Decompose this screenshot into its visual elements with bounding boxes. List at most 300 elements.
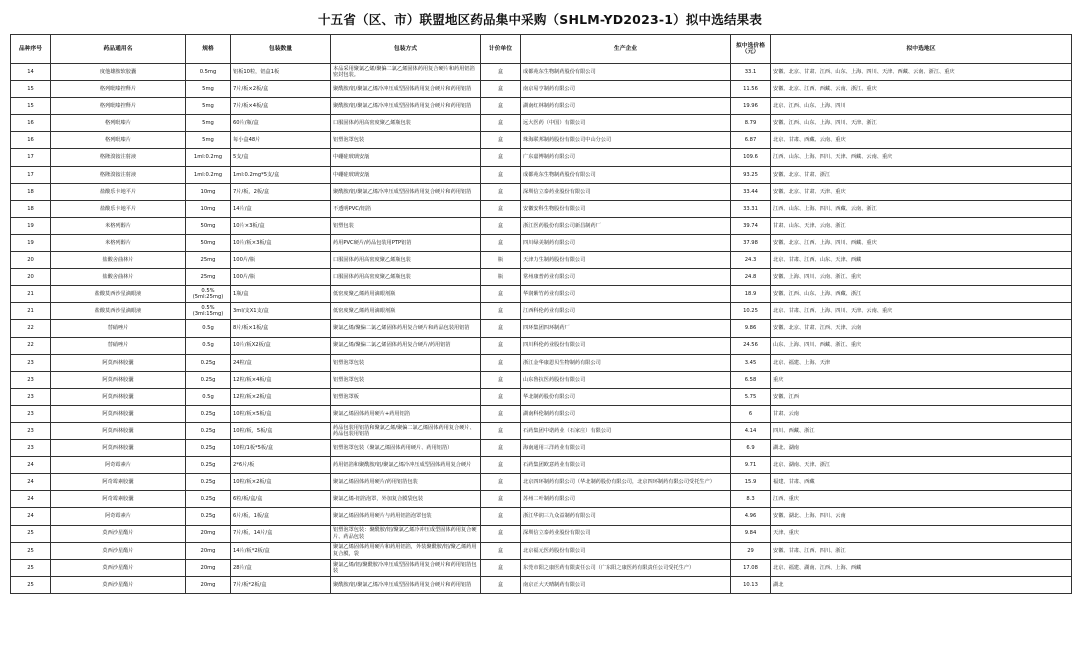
pack-method-cell: 低密度聚乙烯药用滴眼剂瓶: [331, 286, 481, 303]
price-cell: 4.14: [731, 422, 771, 439]
serial-cell: 25: [11, 559, 51, 576]
unit-cell: 盒: [481, 303, 521, 320]
unit-cell: 盒: [481, 457, 521, 474]
price-cell: 39.74: [731, 217, 771, 234]
serial-cell: 23: [11, 371, 51, 388]
spec-cell: 10mg: [186, 183, 231, 200]
pack-qty-cell: 14片/盒: [231, 200, 331, 217]
pack-qty-cell: 5支/盒: [231, 149, 331, 166]
serial-cell: 15: [11, 81, 51, 98]
pack-qty-cell: 2*6片/板: [231, 457, 331, 474]
pack-method-cell: 聚酰胺/铝/聚氯乙烯冷冲压成型固体药用复合硬片和药用铝箔: [331, 183, 481, 200]
manufacturer-cell: 天津力生制药股份有限公司: [521, 252, 731, 269]
unit-cell: 盒: [481, 183, 521, 200]
price-cell: 18.9: [731, 286, 771, 303]
pack-method-cell: 药用PVC硬片/药品包装用PTP铝箔: [331, 234, 481, 251]
regions-cell: 甘肃、山东、天津、云南、浙江: [771, 217, 1072, 234]
unit-cell: 盒: [481, 576, 521, 593]
unit-cell: 盒: [481, 98, 521, 115]
pack-method-cell: 聚氯乙烯固体药用硬片+药用铝箔: [331, 405, 481, 422]
pack-qty-cell: 1ml:0.2mg*5支/盒: [231, 166, 331, 183]
table-row: [11, 525, 1072, 542]
header-regions: 拟中选地区: [771, 35, 1072, 64]
pack-method-cell: 聚氯乙烯固体药用硬片/药用铝箔包装: [331, 474, 481, 491]
drug-name-cell: 度他雄胺软胶囊: [51, 64, 186, 81]
drug-name-cell: 格隆溴铵注射液: [51, 149, 186, 166]
manufacturer-cell: 南京易亨制药有限公司: [521, 81, 731, 98]
pack-qty-cell: 7片/板×4板/盒: [231, 98, 331, 115]
unit-cell: 盒: [481, 234, 521, 251]
serial-cell: 23: [11, 440, 51, 457]
price-cell: 33.44: [731, 183, 771, 200]
price-cell: 6.87: [731, 132, 771, 149]
header-drug-name: 药品通用名: [51, 35, 186, 64]
serial-cell: 17: [11, 149, 51, 166]
spec-cell: 0.25g: [186, 440, 231, 457]
drug-name-cell: 阿莫西林胶囊: [51, 388, 186, 405]
drug-name-cell: 阿莫西林胶囊: [51, 440, 186, 457]
manufacturer-cell: 珠海联邦制药股份有限公司中山分公司: [521, 132, 731, 149]
unit-cell: 盒: [481, 388, 521, 405]
serial-cell: 25: [11, 542, 51, 559]
serial-cell: 14: [11, 64, 51, 81]
drug-name-cell: 阿奇霉素胶囊: [51, 474, 186, 491]
regions-cell: 福建、甘肃、西藏: [771, 474, 1072, 491]
pack-method-cell: 药品包装用铝箔和聚氯乙烯/聚偏二氯乙烯固体药用复合硬片、药品包装用铝箔: [331, 422, 481, 439]
serial-cell: 22: [11, 337, 51, 354]
pack-method-cell: 中硼硅玻璃安瓿: [331, 166, 481, 183]
drug-name-cell: 替硝唑片: [51, 337, 186, 354]
manufacturer-cell: 安徽安科生物股份有限公司: [521, 200, 731, 217]
manufacturer-cell: 石药集团欧意药业有限公司: [521, 457, 731, 474]
pack-qty-cell: 100片/瓶: [231, 252, 331, 269]
pack-method-cell: 聚氯乙烯/铝/聚酰胺冷冲压成型固体药用复合硬片和药用铝箔包装: [331, 559, 481, 576]
pack-method-cell: 铝塑泡罩板: [331, 388, 481, 405]
price-cell: 8.79: [731, 115, 771, 132]
pack-qty-cell: 铝板10粒，铝盒1板: [231, 64, 331, 81]
drug-name-cell: 格列吡嗪片: [51, 115, 186, 132]
spec-cell: 25mg: [186, 269, 231, 286]
spec-cell: 0.5mg: [186, 64, 231, 81]
manufacturer-cell: 四川绿美制药有限公司: [521, 234, 731, 251]
drug-name-cell: 盐酸舍曲林片: [51, 252, 186, 269]
unit-cell: 盒: [481, 115, 521, 132]
unit-cell: 盒: [481, 405, 521, 422]
unit-cell: 盒: [481, 371, 521, 388]
results-table: [10, 34, 1072, 594]
regions-cell: 江西、山东、上海、四川、天津、西藏、云南、重庆: [771, 149, 1072, 166]
regions-cell: 重庆: [771, 371, 1072, 388]
regions-cell: 安徽、江西、山东、上海、四川、天津、浙江: [771, 115, 1072, 132]
regions-cell: 安徽、北京、甘肃、天津、重庆: [771, 183, 1072, 200]
pack-method-cell: 口服固体药用高密度聚乙烯瓶包装: [331, 115, 481, 132]
regions-cell: 北京、福建、上海、天津: [771, 354, 1072, 371]
drug-name-cell: 阿莫西林胶囊: [51, 371, 186, 388]
pack-method-cell: 铝塑泡罩包装: [331, 354, 481, 371]
unit-cell: 盒: [481, 286, 521, 303]
regions-cell: 江西、山东、上海、四川、西藏、云南、浙江: [771, 200, 1072, 217]
serial-cell: 22: [11, 320, 51, 337]
unit-cell: 瓶: [481, 252, 521, 269]
manufacturer-cell: 远大医药（中国）有限公司: [521, 115, 731, 132]
spec-cell: 0.5g: [186, 320, 231, 337]
manufacturer-cell: 东莞市阳之康医药有限责任公司（广东阳之康医药有限责任公司受托生产）: [521, 559, 731, 576]
price-cell: 109.6: [731, 149, 771, 166]
price-cell: 9.84: [731, 525, 771, 542]
serial-cell: 20: [11, 252, 51, 269]
table-row: [11, 166, 1072, 183]
serial-cell: 24: [11, 474, 51, 491]
pack-qty-cell: 1瓶/盒: [231, 286, 331, 303]
manufacturer-cell: 北京四环制药有限公司（华北制药股份有限公司，北京四环制药有限公司受托生产）: [521, 474, 731, 491]
drug-name-cell: 阿奇霉素片: [51, 508, 186, 525]
spec-cell: 20mg: [186, 576, 231, 593]
spec-cell: 0.25g: [186, 491, 231, 508]
spec-cell: 50mg: [186, 234, 231, 251]
regions-cell: 北京、湖南、天津、浙江: [771, 457, 1072, 474]
manufacturer-cell: 石药集团中诺药业（石家庄）有限公司: [521, 422, 731, 439]
manufacturer-cell: 华北制药股份有限公司: [521, 388, 731, 405]
serial-cell: 21: [11, 303, 51, 320]
manufacturer-cell: 湖南科伦制药有限公司: [521, 405, 731, 422]
unit-cell: 盒: [481, 81, 521, 98]
regions-cell: 北京、甘肃、江西、山东、天津、西藏: [771, 252, 1072, 269]
unit-cell: 盒: [481, 542, 521, 559]
serial-cell: 20: [11, 269, 51, 286]
drug-name-cell: 阿莫西林胶囊: [51, 422, 186, 439]
price-cell: 8.3: [731, 491, 771, 508]
table-row: [11, 422, 1072, 439]
regions-cell: 北京、甘肃、江西、上海、四川、天津、云南、重庆: [771, 303, 1072, 320]
drug-name-cell: 盐酸乐卡地平片: [51, 183, 186, 200]
pack-qty-cell: 60片/瓶/盒: [231, 115, 331, 132]
manufacturer-cell: 深圳信立泰药业股份有限公司: [521, 525, 731, 542]
spec-cell: 0.5g: [186, 337, 231, 354]
table-row: [11, 183, 1072, 200]
table-row: [11, 234, 1072, 251]
price-cell: 9.86: [731, 320, 771, 337]
spec-cell: 0.25g: [186, 422, 231, 439]
regions-cell: 山东、上海、四川、西藏、浙江、重庆: [771, 337, 1072, 354]
table-row: [11, 217, 1072, 234]
table-row: [11, 337, 1072, 354]
drug-name-cell: 格列吡嗪控释片: [51, 98, 186, 115]
manufacturer-cell: 北京福元医药股份有限公司: [521, 542, 731, 559]
table-row: [11, 542, 1072, 559]
price-cell: 24.3: [731, 252, 771, 269]
pack-qty-cell: 3ml/支X1支/盒: [231, 303, 331, 320]
spec-cell: 0.5%(5ml:25mg): [186, 286, 231, 303]
spec-cell: 0.5g: [186, 388, 231, 405]
drug-name-cell: 莫西沙星酯片: [51, 576, 186, 593]
table-row: [11, 64, 1072, 81]
table-row: [11, 81, 1072, 98]
pack-method-cell: 药用铝箔和聚酰胺/铝/聚氯乙烯冷冲压成型固体药用复合硬片: [331, 457, 481, 474]
drug-name-cell: 阿莫西林胶囊: [51, 405, 186, 422]
drug-name-cell: 盐酸乐卡地平片: [51, 200, 186, 217]
pack-method-cell: 铝塑泡罩包装: [331, 371, 481, 388]
regions-cell: 安徽、北京、甘肃、江西、天津、云南: [771, 320, 1072, 337]
serial-cell: 23: [11, 354, 51, 371]
pack-qty-cell: 10粒/板，5板/盒: [231, 422, 331, 439]
pack-method-cell: 铝塑泡罩包装：聚酰胺/铝/聚氯乙烯冷冲压成型固体药用复合硬片、药品包装: [331, 525, 481, 542]
pack-method-cell: 聚氯乙烯-铝箔泡罩，外加复合膜袋包装: [331, 491, 481, 508]
header-manufacturer: 生产企业: [521, 35, 731, 64]
drug-name-cell: 阿奇霉素胶囊: [51, 491, 186, 508]
pack-qty-cell: 10粒/板×2板/盒: [231, 474, 331, 491]
pack-qty-cell: 7片/板*2板/盒: [231, 576, 331, 593]
price-cell: 10.25: [731, 303, 771, 320]
price-cell: 10.13: [731, 576, 771, 593]
spec-cell: 0.25g: [186, 508, 231, 525]
unit-cell: 盒: [481, 508, 521, 525]
price-cell: 93.25: [731, 166, 771, 183]
pack-method-cell: 聚氯乙烯/聚偏二氯乙烯固体药用复合硬片和药品包装用铝箔: [331, 320, 481, 337]
manufacturer-cell: 四川科伦药业股份有限公司: [521, 337, 731, 354]
pack-qty-cell: 每小盒48片: [231, 132, 331, 149]
price-cell: 33.31: [731, 200, 771, 217]
spec-cell: 0.25g: [186, 405, 231, 422]
regions-cell: 安徽、江西: [771, 388, 1072, 405]
spec-cell: 1ml:0.2mg: [186, 149, 231, 166]
pack-qty-cell: 6粒/板/盒/盒: [231, 491, 331, 508]
price-cell: 15.9: [731, 474, 771, 491]
serial-cell: 24: [11, 491, 51, 508]
manufacturer-cell: 深圳信立泰药业股份有限公司: [521, 183, 731, 200]
pack-method-cell: 铝塑泡罩包装（聚氯乙烯固体药用硬片、药用铝箔）: [331, 440, 481, 457]
drug-name-cell: 替硝唑片: [51, 320, 186, 337]
manufacturer-cell: 湖南红林制药有限公司: [521, 98, 731, 115]
table-row: [11, 354, 1072, 371]
drug-name-cell: 格列吡嗪片: [51, 132, 186, 149]
unit-cell: 盒: [481, 440, 521, 457]
regions-cell: 甘肃、云南: [771, 405, 1072, 422]
serial-cell: 15: [11, 98, 51, 115]
serial-cell: 21: [11, 286, 51, 303]
pack-qty-cell: 7片/板，14片/盒: [231, 525, 331, 542]
spec-cell: 50mg: [186, 217, 231, 234]
table-row: [11, 149, 1072, 166]
table-row: [11, 115, 1072, 132]
pack-qty-cell: 10粒/板×5板/盒: [231, 405, 331, 422]
price-cell: 33.1: [731, 64, 771, 81]
unit-cell: 盒: [481, 132, 521, 149]
serial-cell: 16: [11, 115, 51, 132]
serial-cell: 18: [11, 200, 51, 217]
regions-cell: 安徽、北京、甘肃、江西、山东、上海、四川、天津、西藏、云南、浙江、重庆: [771, 64, 1072, 81]
pack-method-cell: 聚酰胺/铝/聚氯乙烯冷冲压成型固体药用复合硬片和药用铝箔: [331, 81, 481, 98]
header-pack-qty: 包装数量: [231, 35, 331, 64]
price-cell: 5.75: [731, 388, 771, 405]
table-row: [11, 508, 1072, 525]
price-cell: 6.58: [731, 371, 771, 388]
spec-cell: 0.25g: [186, 371, 231, 388]
manufacturer-cell: 浙江华润三九众益制药有限公司: [521, 508, 731, 525]
pack-qty-cell: 10片/板×3板/盒: [231, 234, 331, 251]
spec-cell: 5mg: [186, 81, 231, 98]
spec-cell: 1ml:0.2mg: [186, 166, 231, 183]
pack-qty-cell: 12粒/板×4板/盒: [231, 371, 331, 388]
pack-qty-cell: 7片/板×2板/盒: [231, 81, 331, 98]
price-cell: 4.96: [731, 508, 771, 525]
pack-method-cell: 口服固体药用高密度聚乙烯瓶包装: [331, 252, 481, 269]
regions-cell: 安徽、甘肃、江西、四川、浙江: [771, 542, 1072, 559]
pack-qty-cell: 12粒/板×2板/盒: [231, 388, 331, 405]
drug-name-cell: 阿莫西林胶囊: [51, 354, 186, 371]
spec-cell: 20mg: [186, 559, 231, 576]
spec-cell: 0.5%(3ml:15mg): [186, 303, 231, 320]
manufacturer-cell: 常州康普药业有限公司: [521, 269, 731, 286]
serial-cell: 23: [11, 422, 51, 439]
price-cell: 29: [731, 542, 771, 559]
header-serial: 品种序号: [11, 35, 51, 64]
pack-method-cell: 本品采用聚氯乙烯/聚偏二氯乙烯固体药用复合硬片和药用铝箔密封包装。: [331, 64, 481, 81]
regions-cell: 江西、重庆: [771, 491, 1072, 508]
spec-cell: 5mg: [186, 132, 231, 149]
manufacturer-cell: 华润紫竹药业有限公司: [521, 286, 731, 303]
serial-cell: 19: [11, 234, 51, 251]
table-row: [11, 98, 1072, 115]
drug-name-cell: 莫西沙星酯片: [51, 559, 186, 576]
serial-cell: 24: [11, 457, 51, 474]
regions-cell: 四川、西藏、浙江: [771, 422, 1072, 439]
header-pack-method: 包装方式: [331, 35, 481, 64]
drug-name-cell: 格列吡嗪控释片: [51, 81, 186, 98]
table-row: [11, 269, 1072, 286]
table-row: [11, 132, 1072, 149]
serial-cell: 25: [11, 525, 51, 542]
regions-cell: 湖北、湖南: [771, 440, 1072, 457]
table-row: [11, 440, 1072, 457]
spec-cell: 0.25g: [186, 474, 231, 491]
spec-cell: 10mg: [186, 200, 231, 217]
pack-qty-cell: 7片/板，2板/盒: [231, 183, 331, 200]
pack-qty-cell: 28片/盒: [231, 559, 331, 576]
unit-cell: 盒: [481, 217, 521, 234]
pack-method-cell: 铝塑泡罩包装: [331, 132, 481, 149]
drug-name-cell: 莫西沙星酯片: [51, 542, 186, 559]
drug-name-cell: 莫西沙星酯片: [51, 525, 186, 542]
unit-cell: 盒: [481, 166, 521, 183]
manufacturer-cell: 海南通用三洋药业有限公司: [521, 440, 731, 457]
price-cell: 3.45: [731, 354, 771, 371]
table-row: [11, 388, 1072, 405]
drug-name-cell: 米格列醇片: [51, 234, 186, 251]
pack-method-cell: 聚酰胺/铝/聚氯乙烯冷冲压成型固体药用复合硬片和药用铝箔: [331, 576, 481, 593]
manufacturer-cell: 广东嘉博制药有限公司: [521, 149, 731, 166]
spec-cell: 0.25g: [186, 354, 231, 371]
manufacturer-cell: 山东鲁抗医药股份有限公司: [521, 371, 731, 388]
unit-cell: 盒: [481, 320, 521, 337]
regions-cell: 北京、福建、湖南、江西、上海、西藏: [771, 559, 1072, 576]
table-row: [11, 371, 1072, 388]
drug-name-cell: 米格列醇片: [51, 217, 186, 234]
serial-cell: 25: [11, 576, 51, 593]
pack-qty-cell: 6片/板，1板/盒: [231, 508, 331, 525]
drug-name-cell: 阿奇霉素片: [51, 457, 186, 474]
regions-cell: 安徽、北京、江西、西藏、云南、浙江、重庆: [771, 81, 1072, 98]
pack-qty-cell: 10片/板X2板/盒: [231, 337, 331, 354]
price-cell: 24.56: [731, 337, 771, 354]
regions-cell: 天津、重庆: [771, 525, 1072, 542]
serial-cell: 23: [11, 405, 51, 422]
manufacturer-cell: 浙江医药股份有限公司新昌制药厂: [521, 217, 731, 234]
pack-method-cell: 中硼硅玻璃安瓿: [331, 149, 481, 166]
unit-cell: 盒: [481, 559, 521, 576]
manufacturer-cell: 成都苑东生物制药股份有限公司: [521, 64, 731, 81]
serial-cell: 17: [11, 166, 51, 183]
pack-qty-cell: 100片/瓶: [231, 269, 331, 286]
manufacturer-cell: 四环集团四环制药厂: [521, 320, 731, 337]
price-cell: 19.96: [731, 98, 771, 115]
regions-cell: 湖北: [771, 576, 1072, 593]
header-unit: 计价单位: [481, 35, 521, 64]
pack-method-cell: 聚氯乙烯固体药用硬片与药用铝箔泡罩包装: [331, 508, 481, 525]
table-row: [11, 200, 1072, 217]
drug-name-cell: 格隆溴铵注射液: [51, 166, 186, 183]
table-row: [11, 576, 1072, 593]
unit-cell: 盒: [481, 354, 521, 371]
serial-cell: 18: [11, 183, 51, 200]
manufacturer-cell: 江西科伦药业有限公司: [521, 303, 731, 320]
table-row: [11, 474, 1072, 491]
regions-cell: 北京、江西、山东、上海、四川: [771, 98, 1072, 115]
drug-name-cell: 盐酸舍曲林片: [51, 269, 186, 286]
price-cell: 6.9: [731, 440, 771, 457]
pack-qty-cell: 10粒/1板*5板/盒: [231, 440, 331, 457]
pack-qty-cell: 8片/板×1板/盒: [231, 320, 331, 337]
unit-cell: 瓶: [481, 269, 521, 286]
table-row: [11, 320, 1072, 337]
pack-method-cell: 口服固体药用高密度聚乙烯瓶包装: [331, 269, 481, 286]
page-title: 十五省（区、市）联盟地区药品集中采购（SHLM-YD2023-1）拟中选结果表: [317, 12, 763, 27]
price-cell: 17.08: [731, 559, 771, 576]
unit-cell: 盒: [481, 491, 521, 508]
pack-method-cell: 聚氯乙烯/聚偏二氯乙烯固体药用复合硬片/药用铝箔: [331, 337, 481, 354]
price-cell: 9.71: [731, 457, 771, 474]
unit-cell: 盒: [481, 474, 521, 491]
header-row: [11, 35, 1072, 64]
regions-cell: 安徽、北京、甘肃、浙江: [771, 166, 1072, 183]
pack-qty-cell: 10片×3板/盒: [231, 217, 331, 234]
header-price: 拟中选价格（元）: [731, 35, 771, 64]
serial-cell: 19: [11, 217, 51, 234]
table-row: [11, 457, 1072, 474]
unit-cell: 盒: [481, 149, 521, 166]
table-body: [11, 64, 1072, 594]
regions-cell: 安徽、上海、四川、云南、浙江、重庆: [771, 269, 1072, 286]
spec-cell: 20mg: [186, 525, 231, 542]
unit-cell: 盒: [481, 337, 521, 354]
header-spec: 规格: [186, 35, 231, 64]
price-cell: 6: [731, 405, 771, 422]
price-cell: 24.8: [731, 269, 771, 286]
pack-method-cell: 铝塑包装: [331, 217, 481, 234]
spec-cell: 5mg: [186, 98, 231, 115]
spec-cell: 0.25g: [186, 457, 231, 474]
drug-name-cell: 盐酸莫西沙星滴眼液: [51, 303, 186, 320]
spec-cell: 20mg: [186, 542, 231, 559]
manufacturer-cell: 苏州二叶制药有限公司: [521, 491, 731, 508]
serial-cell: 24: [11, 508, 51, 525]
regions-cell: 安徽、北京、江西、上海、四川、西藏、重庆: [771, 234, 1072, 251]
manufacturer-cell: 南京正大天晴制药有限公司: [521, 576, 731, 593]
spec-cell: 5mg: [186, 115, 231, 132]
price-cell: 37.98: [731, 234, 771, 251]
pack-qty-cell: 14片/板*2板/盒: [231, 542, 331, 559]
pack-method-cell: 不透明PVC/铝箔: [331, 200, 481, 217]
table-row: [11, 559, 1072, 576]
